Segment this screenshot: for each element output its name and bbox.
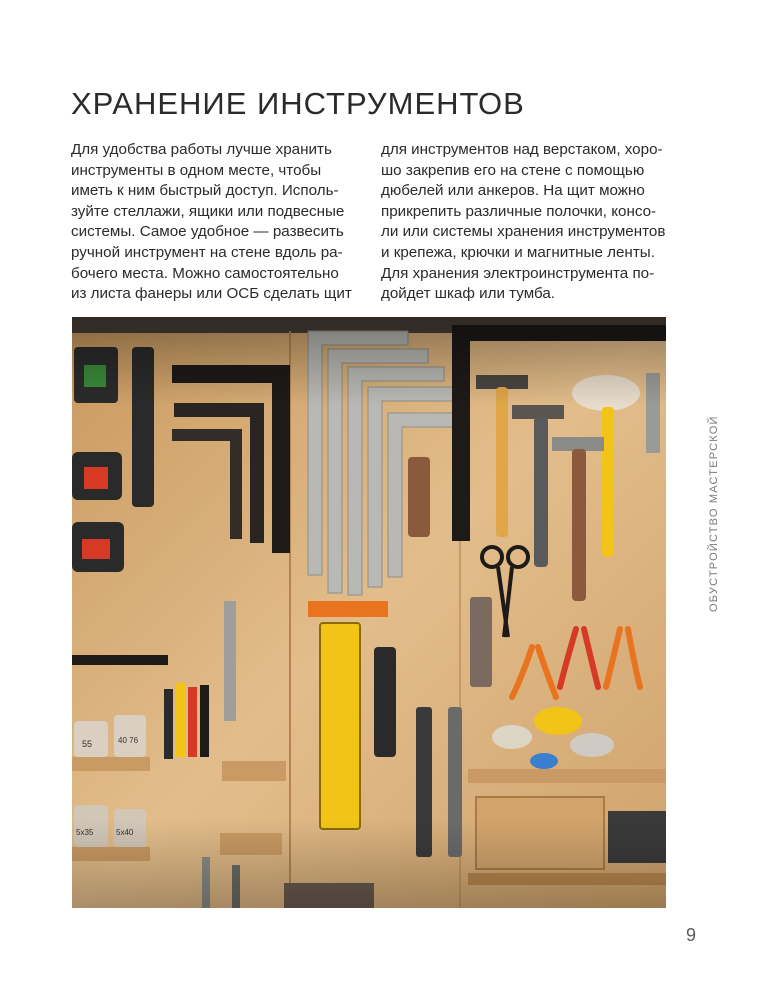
text-line: Для удобства работы лучше хранить <box>71 141 332 158</box>
workshop-tool-wall-photo <box>72 317 666 908</box>
running-head: ОБУСТРОЙСТВО МАСТЕРСКОЙ <box>708 415 720 612</box>
text-line: системы. Самое удобное — развесить <box>71 223 344 241</box>
page-title: ХРАНЕНИЕ ИНСТРУМЕНТОВ <box>71 86 525 121</box>
body-text-right-column <box>381 140 669 305</box>
text-line: и крепежа, крючки и магнитные ленты. <box>381 243 655 261</box>
page-number: 9 <box>686 925 697 945</box>
text-line: из листа фанеры или ОСБ сделать щит <box>71 285 352 303</box>
body-text-left-column <box>71 140 359 305</box>
text-line: зуйте стеллажи, ящики или подвесные <box>71 202 345 220</box>
text-line: для инструментов над верстаком, хоро- <box>381 141 663 158</box>
text-line: дойдет шкаф или тумба. <box>381 285 555 303</box>
text-line: шо закрепив его на стене с помощью <box>381 161 645 179</box>
text-line: инструменты в одном месте, чтобы <box>71 161 322 179</box>
text-line: дюбелей или анкеров. На щит можно <box>381 182 645 200</box>
text-line: прикрепить различные полочки, консо- <box>381 202 657 220</box>
text-line: ручной инструмент на стене вдоль ра- <box>71 243 343 261</box>
text-line: бочего места. Можно самостоятельно <box>71 264 339 282</box>
text-line: Для хранения электроинструмента по- <box>381 264 655 282</box>
text-line: иметь к ним быстрый доступ. Исполь- <box>71 182 339 200</box>
text-line: ли или системы хранения инструментов <box>381 223 666 241</box>
